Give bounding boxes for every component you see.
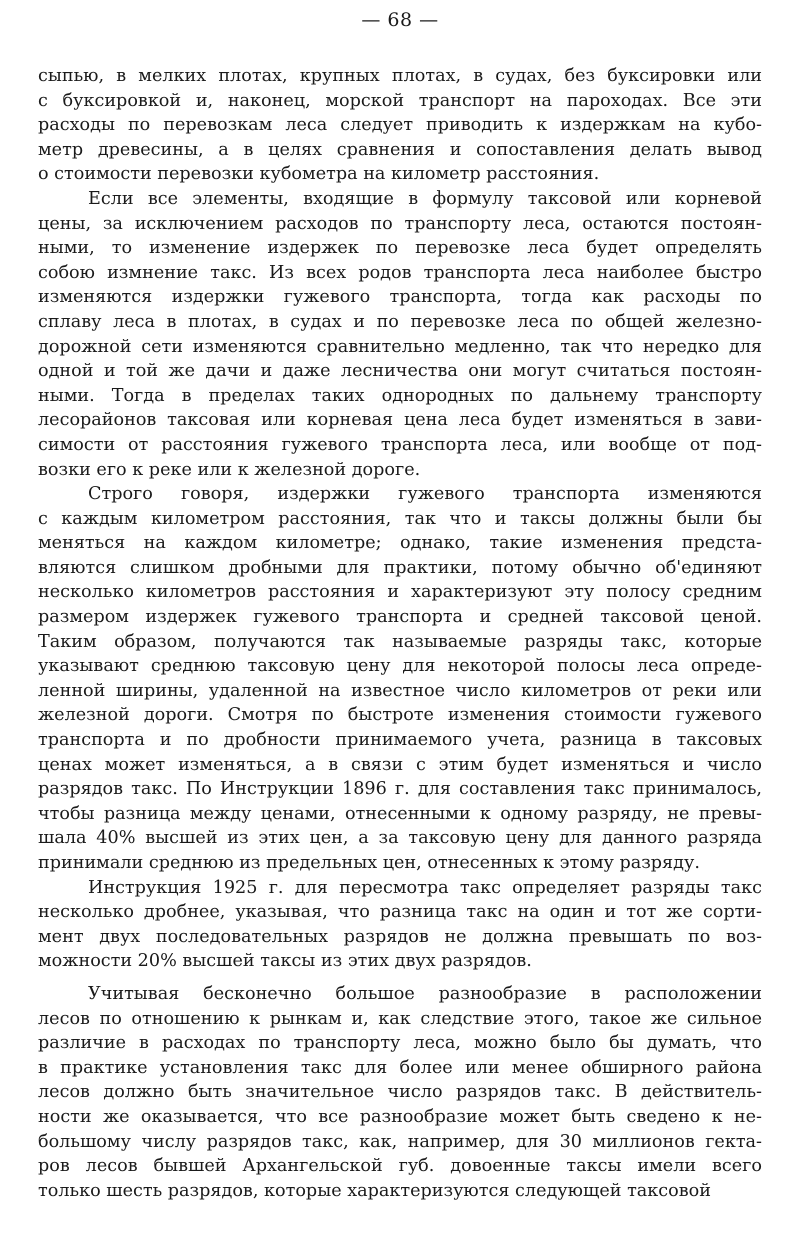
text-line: Строго говоря, издержки гужевого транспорта изменяются	[88, 484, 762, 505]
page-number: — 68 —	[361, 9, 439, 31]
text-line: дорожной сети изменяются сравнительно медленно, так что нередко для	[38, 336, 762, 357]
text-line: лесорайонов таксовая или корневая цена леса будет изменяться в зави-	[38, 410, 762, 431]
text-line: Учитывая бесконечно большое разнообразие в расположении	[88, 983, 762, 1004]
text-line: симости от расстояния гужевого транспорта леса, или вообще от под-	[38, 434, 762, 455]
text-line: о стоимости перевозки кубометра на километр расстояния.	[38, 164, 600, 185]
text-line: ности же оказывается, что все разнообразие может быть сведено к не-	[38, 1106, 762, 1127]
text-body	[38, 64, 762, 1203]
text-line: мент двух последовательных разрядов не должна превышать по воз-	[38, 926, 762, 947]
text-line: одной и той же дачи и даже лесничества они могут считаться постоян-	[38, 361, 762, 382]
text-line: чтобы разница между ценами, отнесенными к одному разряду, не превы-	[38, 803, 762, 824]
text-line: можности 20% высшей таксы из этих двух разрядов.	[38, 951, 532, 972]
text-line: шала 40% высшей из этих цен, а за таксовую цену для данного разряда	[38, 828, 762, 849]
text-line: меняться на каждом километре; однако, такие изменения предста-	[38, 533, 762, 554]
text-line: железной дороги. Смотря по быстроте изменения стоимости гужевого	[38, 705, 762, 726]
text-line: Таким образом, получаются так называемые разряды такс, которые	[38, 631, 762, 652]
text-line: ценах может изменяться, а в связи с этим будет изменяться и число	[38, 754, 762, 775]
paragraph	[38, 187, 762, 482]
text-line: Если все элементы, входящие в формулу таксовой или корневой	[88, 188, 762, 209]
paragraph	[38, 482, 762, 876]
text-line: различие в расходах по транспорту леса, можно было бы думать, что	[38, 1033, 762, 1054]
paragraph	[38, 876, 762, 974]
paragraph-gap	[38, 974, 762, 982]
text-line: в практике установления такс для более или менее обширного района	[38, 1057, 762, 1078]
text-line: принимали среднюю из предельных цен, отнесенных к этому разряду.	[38, 853, 700, 873]
paragraph	[38, 64, 762, 187]
text-line: с буксировкой и, наконец, морской транспорт на пароходах. Все эти	[38, 90, 762, 111]
text-line: разрядов такс. По Инструкции 1896 г. для составления такс принималось,	[38, 779, 762, 800]
text-line: только шесть разрядов, которые характеризуются следующей таксовой	[38, 1180, 711, 1201]
text-line: указывают среднюю таксовую цену для некоторой полосы леса опреде-	[38, 656, 762, 677]
text-line: собою измнение такс. Из всех родов транспорта леса наиболее быстро	[38, 262, 762, 283]
text-line: сыпью, в мелких плотах, крупных плотах, в судах, без буксировки или	[38, 66, 762, 86]
text-line: метр древесины, а в целях сравнения и сопоставления делать вывод	[38, 139, 762, 160]
text-line: возки его к реке или к железной дороге.	[38, 459, 421, 480]
text-line: лесов по отношению к рынкам и, как следствие этого, такое же сильное	[38, 1008, 762, 1029]
text-line: большому числу разрядов такс, как, например, для 30 миллионов гекта-	[38, 1131, 762, 1152]
text-line: транспорта и по дробности принимаемого учета, разница в таксовых	[38, 730, 762, 751]
paragraph	[38, 982, 762, 1203]
text-line: сплаву леса в плотах, в судах и по перевозке леса по общей железно-	[38, 311, 762, 332]
text-line: размером издержек гужевого транспорта и средней таксовой ценой.	[38, 607, 762, 628]
text-line: вляются слишком дробными для практики, потому обычно об'единяют	[38, 557, 762, 578]
text-line: ров лесов бывшей Архангельской губ. довоенные таксы имели всего	[38, 1156, 762, 1177]
text-line: ными, то изменение издержек по перевозке леса будет определять	[38, 238, 762, 259]
text-line: ленной ширины, удаленной на известное число километров от реки или	[38, 680, 762, 701]
text-line: ными. Тогда в пределах таких однородных по дальнему транспорту	[38, 385, 762, 406]
text-line: цены, за исключением расходов по транспорту леса, остаются постоян-	[38, 213, 762, 234]
text-line: несколько километров расстояния и характеризуют эту полосу средним	[38, 582, 762, 603]
text-line: расходы по перевозкам леса следует приводить к издержкам на кубо-	[38, 115, 762, 136]
text-line: Инструкция 1925 г. для пересмотра такс определяет разряды такс	[88, 877, 762, 898]
text-line: с каждым километром расстояния, так что и таксы должны были бы	[38, 508, 762, 529]
text-line: изменяются издержки гужевого транспорта, тогда как расходы по	[38, 287, 762, 308]
text-line: лесов должно быть значительное число разрядов такс. В действитель-	[38, 1082, 762, 1103]
text-line: несколько дробнее, указывая, что разница такс на один и тот же сорти-	[38, 902, 762, 923]
